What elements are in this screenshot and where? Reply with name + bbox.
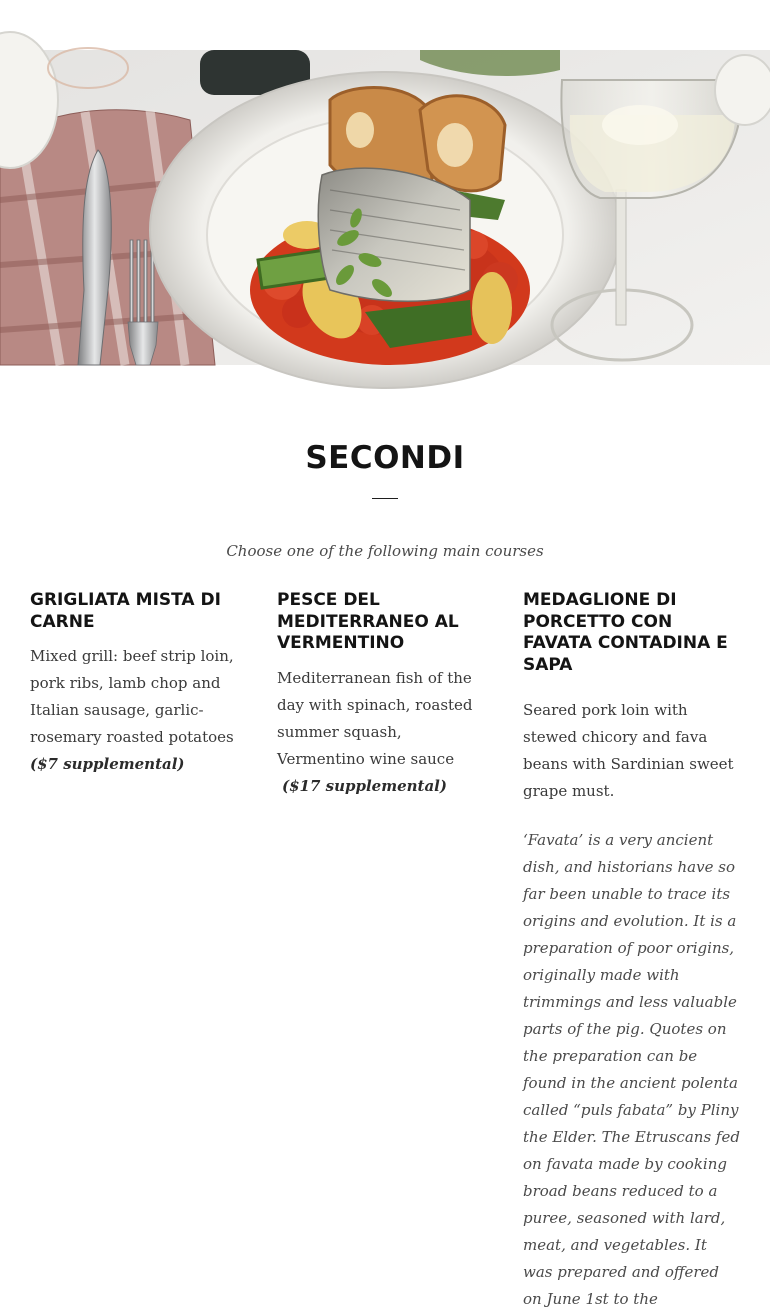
dish-description-text: Mediterranean fish of the day with spinach, roasted summer squash, Vermentino wine sauce xyxy=(277,668,473,768)
dish-name: GRIGLIATA MISTA DI CARNE xyxy=(30,590,221,632)
dish-card xyxy=(523,590,740,1313)
title-divider xyxy=(372,498,398,499)
section-title: SECONDI xyxy=(305,440,465,476)
dish-description-text: Mixed grill: beef strip loin, pork ribs, lamb chop and Italian sausage, garlic-rosemary roasted potatoes xyxy=(30,647,234,746)
plated-fish-dish-photo-icon xyxy=(0,50,770,365)
dish-description: Seared pork loin with stewed chicory and fava beans with Sardinian sweet grape must. xyxy=(523,701,734,800)
dish-name: MEDAGLIONE DI PORCETTO CON FAVATA CONTADINA E SAPA xyxy=(523,590,728,675)
dish-story: ‘Favata’ is a very ancient dish, and historians have so far been unable to trace its origins and evolution. It is a preparation of poor origins, originally made with trimmings and less valuable parts of the pig. Quotes on the preparation can be found in the ancient polenta called “puls fabata” by Pliny the Elder. The Etruscans fed on favata made by cooking broad beans reduced to a puree, seasoned with lard, meat, and vegetables. It was prepared and offered on June 1st to the xyxy=(523,831,740,1308)
hero-image xyxy=(0,50,770,365)
section-subtitle: Choose one of the following main courses xyxy=(226,542,544,560)
dish-description xyxy=(30,643,247,778)
dish-supplement: ($7 supplemental) xyxy=(30,755,185,773)
dish-description xyxy=(277,665,494,800)
dish-card xyxy=(277,590,494,800)
dish-card xyxy=(30,590,247,778)
dish-supplement: ($17 supplemental) xyxy=(282,776,447,795)
dish-name: PESCE DEL MEDITERRANEO AL VERMENTINO xyxy=(277,590,459,653)
